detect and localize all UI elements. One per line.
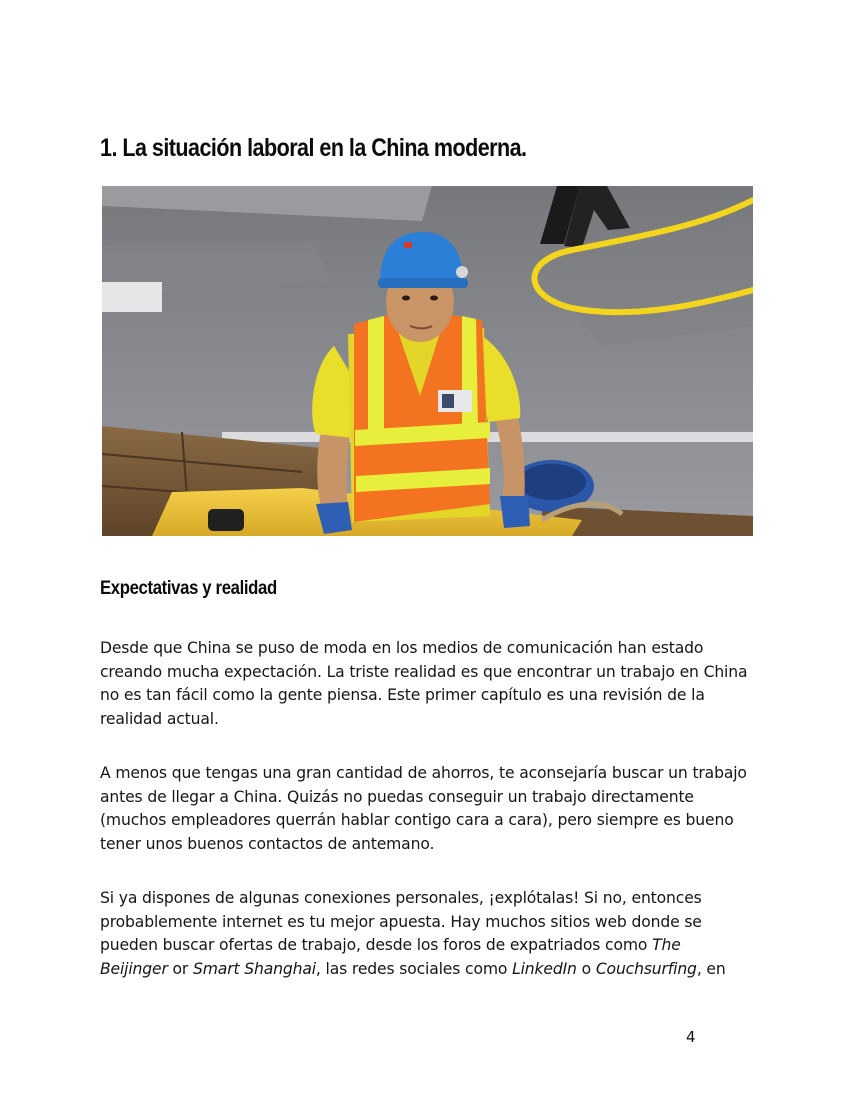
site-name-smart-shanghai: Smart Shanghai: [193, 959, 316, 978]
paragraph-2: A menos que tengas una gran cantidad de ahorros, te aconsejaría buscar un trabajo antes de llegar a China. Quizás no puedas conseguir un trabajo directamente (muchos empleadores querrán hablar contigo cara a cara), pero siempre es bueno tener unos buenos contactos de antemano.: [100, 764, 747, 853]
paragraph-3-text-5: , en: [696, 959, 726, 978]
construction-worker-photo: [102, 186, 753, 536]
site-name-couchsurfing: Couchsurfing: [595, 959, 697, 978]
paragraph-3-text-1: Si ya dispones de algunas conexiones personales, ¡explótalas! Si no, entonces probablemente internet es tu mejor apuesta. Hay muchos sitios web donde se pueden buscar ofertas de trabajo, desde los foros de expatriados como: [100, 889, 702, 954]
page-number: 4: [686, 1028, 696, 1046]
paragraph-3-text-2: or: [167, 959, 193, 978]
paragraph-3: [100, 887, 750, 981]
site-name-linkedin: LinkedIn: [512, 959, 577, 978]
paragraph-1: Desde que China se puso de moda en los medios de comunicación han estado creando mucha expectación. La triste realidad es que encontrar un trabajo en China no es tan fácil como la gente piensa. Este primer capítulo es una revisión de la realidad actual.: [100, 639, 748, 728]
site-name-the-beijinger: The Beijinger: [100, 936, 681, 978]
chapter-title: 1. La situación laboral en la China moderna.: [100, 134, 527, 162]
paragraph-3-text-3: , las redes sociales como: [315, 959, 513, 978]
section-heading: Expectativas y realidad: [100, 578, 277, 599]
paragraph-3-text-4: o: [576, 959, 596, 978]
